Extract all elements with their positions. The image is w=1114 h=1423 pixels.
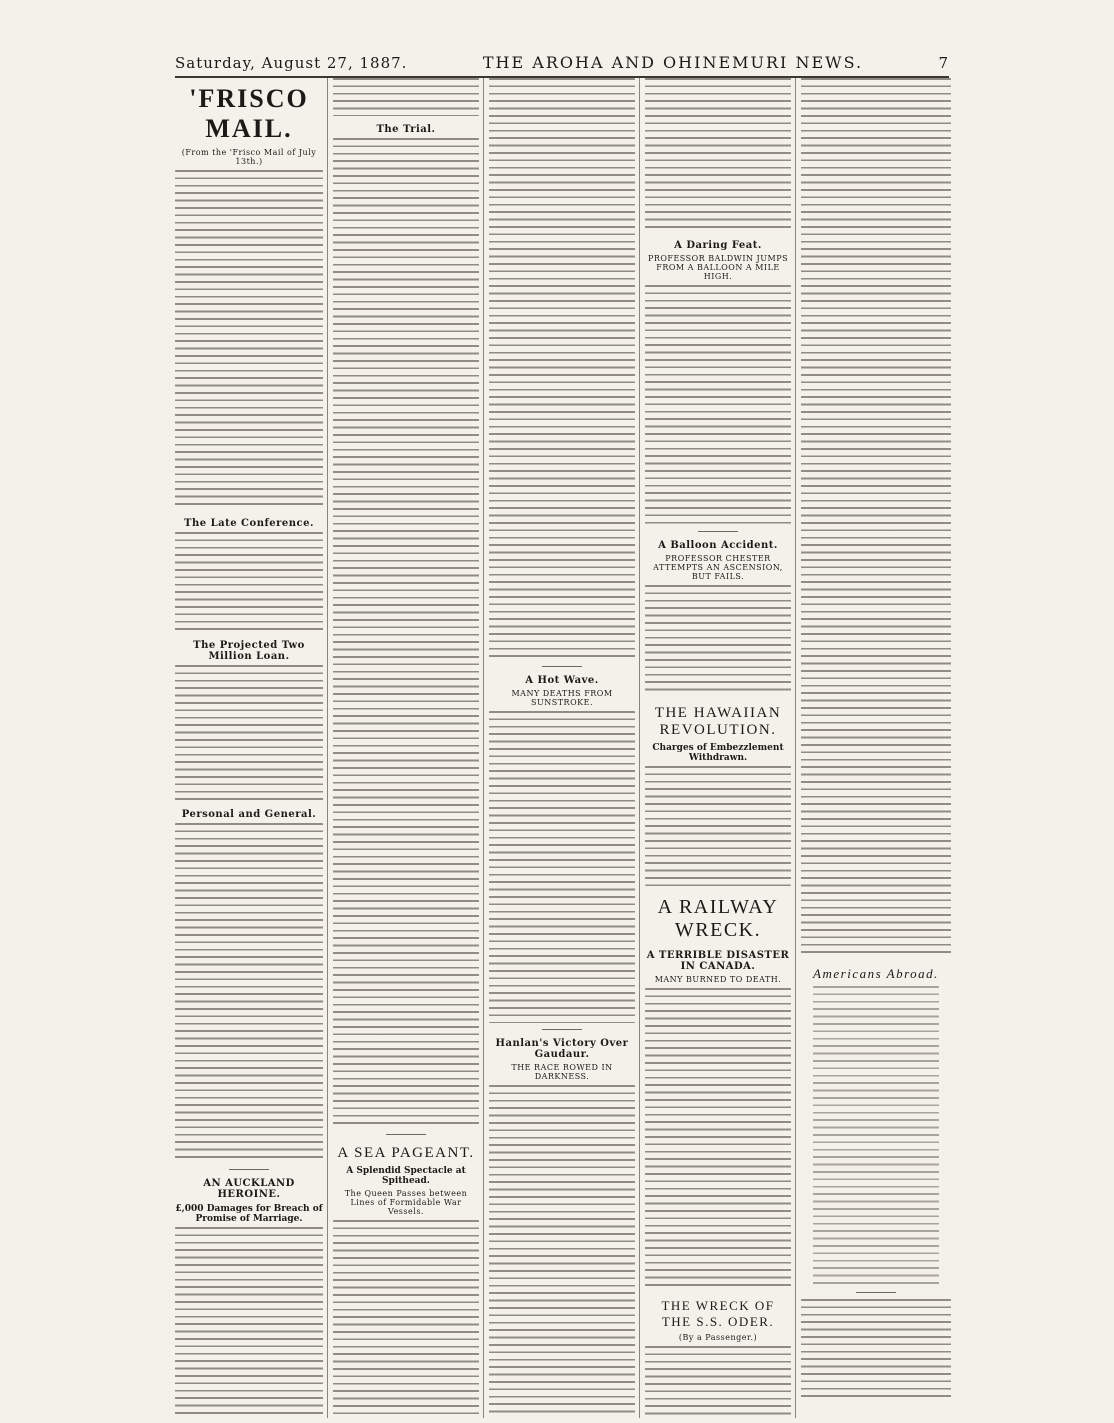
column-rule [795,78,796,1418]
section-subheading: Charges of Embezzlement Withdrawn. [652,743,784,763]
section-subheading: A Splendid Spectacle at Spithead. [346,1166,466,1186]
divider [542,1029,582,1030]
column-5 [801,78,951,1418]
section-headline: THE WRECK OF THE S.S. ODER. [661,1298,775,1329]
article-text-illegible [645,78,791,232]
page-number: 7 [938,54,949,72]
section-subline: PROFESSOR CHESTER ATTEMPTS AN ASCENSION, BUT FAILS. [653,554,783,581]
section-heading: A Balloon Accident. [658,540,778,551]
divider [856,1292,896,1293]
section-subline: The Queen Passes between Lines of Formidable War Vessels. [344,1189,468,1216]
divider [698,531,738,532]
column-rule [327,78,328,1418]
section-subheading: £,000 Damages for Breach of Promise of Marriage. [175,1204,323,1224]
article-text-illegible [333,1220,479,1418]
poem-text-illegible [813,986,939,1286]
article-text-illegible [645,285,791,525]
section-subline: MANY DEATHS FROM SUNSTROKE. [511,689,613,707]
divider [386,1134,426,1135]
section-heading: The Trial. [376,124,436,135]
column-rule [483,78,484,1418]
section-subline: THE RACE ROWED IN DARKNESS. [511,1063,613,1081]
article-text-illegible [489,78,635,660]
section-subline: MANY BURNED TO DEATH. [654,975,782,984]
article-text-illegible [645,988,791,1288]
section-heading: The Late Conference. [184,518,314,529]
byline: (By a Passenger.) [678,1333,758,1342]
article-text-illegible [645,585,791,695]
section-heading: A Daring Feat. [674,240,762,251]
frisco-mail-headline: 'FRISCO MAIL. [189,84,309,143]
article-text-illegible [489,711,635,1023]
article-text-illegible [175,532,323,632]
article-text-illegible [175,170,323,510]
divider [229,1169,269,1170]
section-headline: THE HAWAIIAN REVOLUTION. [654,705,782,738]
article-text-illegible [645,1346,791,1418]
section-heading: Hanlan's Victory Over Gaudaur. [495,1038,629,1060]
article-text-illegible [333,78,479,116]
article-text-illegible [175,665,323,801]
section-headline: A RAILWAY WRECK. [657,896,779,941]
column-rule [639,78,640,1418]
article-text-illegible [489,1085,635,1415]
columns [175,78,951,1418]
paper-title: THE AROHA AND OHINEMURI NEWS. [482,53,864,72]
section-heading: AN AUCKLAND HEROINE. [203,1178,295,1200]
poem [813,986,939,1286]
section-heading: A Hot Wave. [525,675,599,686]
divider [542,666,582,667]
section-headline: A SEA PAGEANT. [337,1145,475,1161]
section-headline: Americans Abroad. [813,966,939,981]
section-heading: The Projected Two Million Loan. [193,640,305,662]
column-1 [175,78,323,1418]
column-3 [489,78,635,1418]
frisco-mail-subline: (From the 'Frisco Mail of July 13th.) [181,148,317,166]
issue-date: Saturday, August 27, 1887. [175,54,408,72]
section-heading: A TERRIBLE DISASTER IN CANADA. [646,950,790,972]
article-text-illegible [175,1227,323,1418]
article-text-illegible [801,78,951,956]
section-subline: PROFESSOR BALDWIN JUMPS FROM A BALLOON A MILE HIGH. [647,254,789,281]
masthead [175,48,949,78]
column-2 [333,78,479,1418]
article-text-illegible [801,1299,951,1399]
article-text-illegible [645,766,791,886]
section-heading: Personal and General. [181,809,317,820]
article-text-illegible [333,138,479,1128]
article-text-illegible [175,823,323,1163]
column-4 [645,78,791,1418]
